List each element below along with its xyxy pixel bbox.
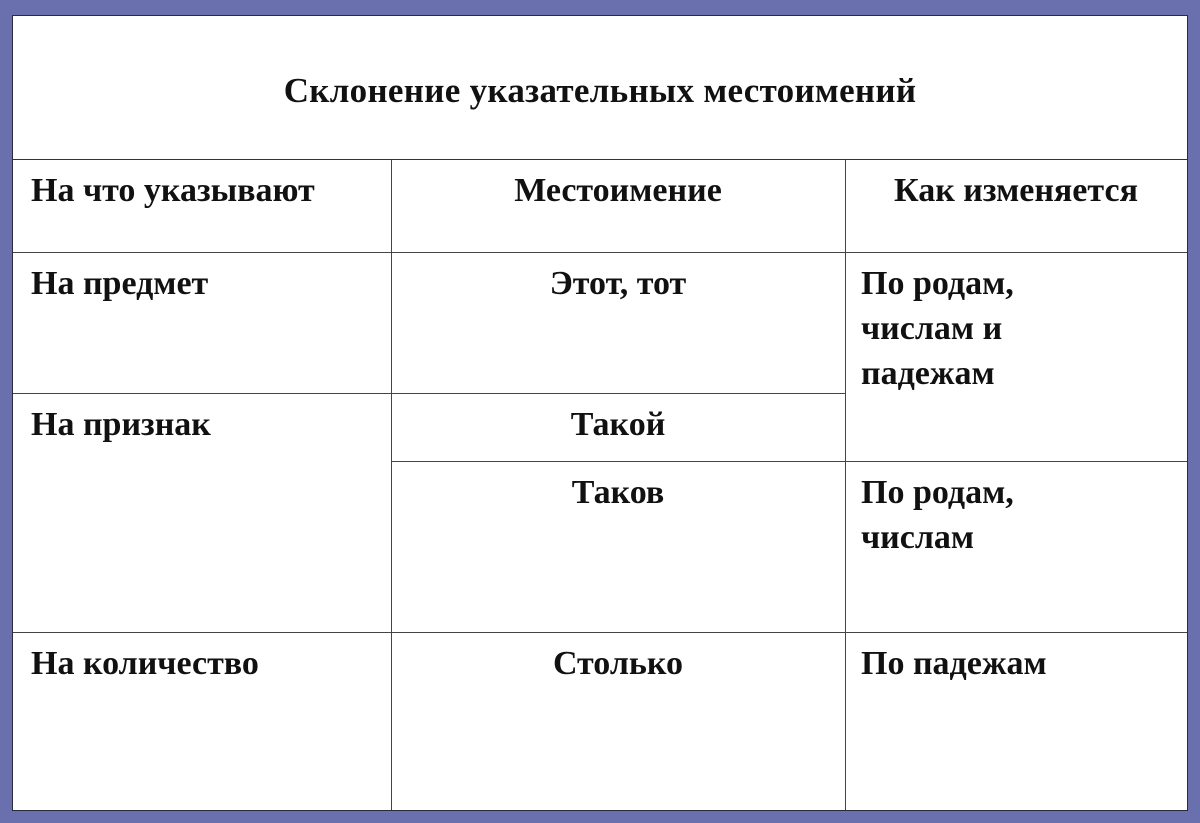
header-cell-change: [845, 160, 1187, 252]
pronoun-stolko-label: Столько: [552, 645, 684, 682]
category-kolichestvo-label: На количество: [31, 645, 259, 682]
header-cell-target: [13, 160, 391, 252]
cell-pronoun-etot: [391, 253, 845, 393]
change-gn-line-2: числам: [861, 519, 975, 556]
change-gnc-line-2: числам и: [861, 310, 1003, 347]
title-row: [13, 16, 1187, 160]
header-pronoun-label: Местоимение: [514, 172, 722, 209]
cell-pronoun-stolko: [391, 633, 845, 810]
change-case-label: По падежам: [861, 645, 1047, 682]
pronoun-etot-label: Этот, тот: [549, 265, 687, 302]
cell-category-predmet: [13, 253, 391, 393]
cell-category-kolichestvo: [13, 633, 391, 810]
header-change-label: Как изменяется: [894, 172, 1138, 209]
category-priznak-label: На признак: [31, 406, 211, 443]
pronoun-table: [13, 160, 1187, 810]
change-gnc-line-1: По родам,: [861, 265, 1014, 302]
table-frame: [12, 15, 1188, 811]
change-gn-line-1: По родам,: [861, 474, 1014, 511]
category-predmet-label: На предмет: [31, 265, 209, 302]
cell-change-gender-number-case: [845, 253, 1187, 461]
cell-change-gender-number: [845, 462, 1187, 632]
cell-category-priznak: [13, 394, 391, 632]
pronoun-takov-label: Таков: [571, 474, 665, 511]
table-title: Склонение указательных местоимений: [283, 70, 917, 110]
change-gnc-line-3: падежам: [861, 355, 995, 392]
header-target-label: На что указывают: [31, 172, 315, 209]
pronoun-takoy-label: Такой: [570, 406, 666, 443]
cell-pronoun-takov: [391, 462, 845, 632]
cell-pronoun-takoy: [391, 394, 845, 461]
cell-change-case: [845, 633, 1187, 810]
header-cell-pronoun: [391, 160, 845, 252]
